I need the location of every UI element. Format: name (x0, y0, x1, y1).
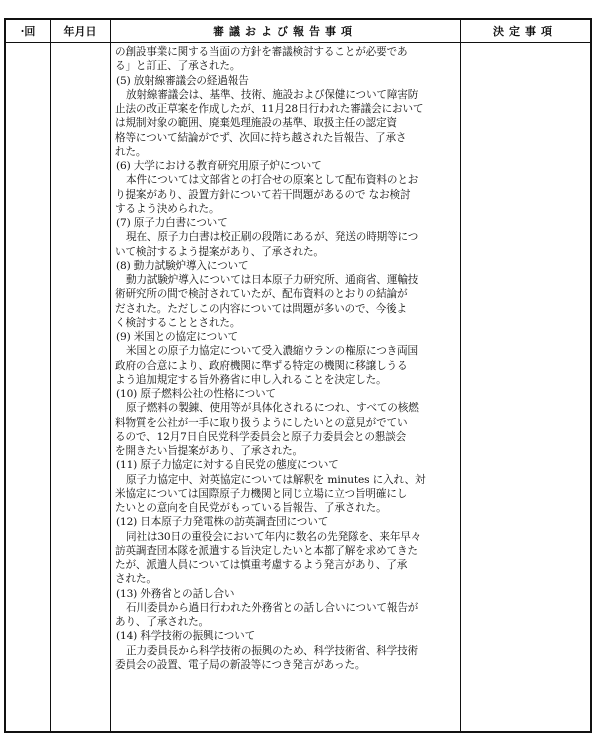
text-line: いて検討するよう提案があり、了承された。 (115, 245, 324, 258)
text-line: 現在、原子力白書は校正刷の段階にあるが、発送の時期等につ (126, 231, 419, 244)
text-line: の創設事業に関する当面の方針を審議検討することが必要であ (115, 46, 408, 58)
text-line: された。 (115, 573, 157, 586)
item-heading: (14) 科学技術の振興について (116, 630, 256, 643)
text-line: 術研究所の間で検討されていたが、配布資料のとおりの結論が (115, 288, 408, 301)
text-line: たが、派遣人員については慎重考慮するよう発言があり、了承 (115, 559, 408, 571)
text-line: るので、12月7日自民党科学委員会と原子力委員会との懇談会 (115, 430, 407, 443)
item-heading: (6) 大学における教育研究用原子炉について (116, 160, 322, 172)
header-date: 年月日 (63, 25, 97, 38)
text-line: 原子力協定中、対英協定については解釈を minutes に入れ、対 (126, 473, 426, 486)
item-heading: (11) 原子力協定に対する自民党の態度について (116, 459, 339, 472)
item-heading: (13) 外務省との話し合い (116, 587, 235, 600)
item-heading: (10) 原子燃料公社の性格について (116, 388, 276, 400)
text-line: る」と訂正、了承された。 (115, 60, 241, 73)
item-heading: (12) 日本原子力発電株の訪英調査団について (116, 516, 329, 529)
text-line: あり、了承された。 (115, 616, 209, 628)
header-decision: 決定事項 (493, 25, 557, 38)
text-line: 正力委員長から科学技術の振興のため、科学技術省、科学技術 (126, 644, 418, 657)
text-line: は規制対象の範囲、廃棄処理施設の基準、取扱主任の認定資 (115, 117, 397, 130)
text-line: を開きたい旨提案があり、了承された。 (115, 445, 303, 457)
text-line: 止法の改正草案を作成したが、11月28日行われた審議会において (115, 103, 424, 115)
text-line: 政府の合意により、政府機関に準ずる特定の機関に移譲しうる (115, 359, 408, 372)
text-line: よう追加規定する旨外務省に申し入れることを決定した。 (115, 373, 387, 386)
text-line: 石川委員から過日行われた外務省との話し合いについて報告が (126, 601, 419, 614)
text-line: だされた。ただしこの内容については問題が多いので、今後よ (115, 302, 407, 315)
item-heading: (7) 原子力白書について (116, 217, 228, 229)
text-line: く検討することとされた。 (115, 316, 241, 329)
header-content: 審議および報告事項 (213, 25, 357, 38)
text-line: 米協定については国際原子力機関と同じ立場に立つ旨明確にし (115, 487, 408, 500)
item-heading: (9) 米国との協定について (116, 331, 238, 343)
header-session: ·回 (20, 25, 36, 38)
text-line: れた。 (115, 145, 147, 158)
text-line: 同社は30日の重役会において年内に数名の先発隊を、来年早々 (126, 530, 422, 543)
item-heading: (8) 動力試験炉導入について (116, 259, 249, 272)
text-line: 動力試験炉導入については日本原子力研究所、通商省、運輸技 (126, 274, 419, 286)
text-line: り提案があり、設置方針について若干問題があるので なお検討 (115, 188, 411, 201)
column-divider (50, 20, 51, 731)
text-line: 米国との原子力協定について受入濃縮ウランの権原につき両国 (126, 345, 418, 358)
text-line: 料物質を公社が一手に取り扱うようにしたいとの意見がでてい (115, 416, 408, 429)
record-table (4, 18, 592, 733)
text-line: たいとの意向を自民党がもっている旨報告、了承された。 (115, 502, 387, 514)
text-line: 本件については文部省との打合せの原案として配布資料のとお (126, 174, 419, 187)
column-divider (110, 20, 111, 731)
text-line: 放射線審議会は、基準、技術、施設および保健について障害防 (126, 88, 419, 101)
text-line: 委員会の設置、電子局の新設等につき発言があった。 (115, 658, 366, 671)
text-line: するよう決められた。 (115, 202, 220, 215)
column-divider (460, 20, 461, 731)
text-line: 格等について結論がでず、次回に持ち越された旨報告、了承さ (115, 131, 407, 144)
text-line: 原子燃料の製錬、使用等が具体化されるにつれ、すべての核燃 (126, 402, 419, 415)
text-line: 訪英調査団本隊を派遣する旨決定したいと本都了解を求めてきた (115, 544, 418, 557)
minutes-body (114, 45, 456, 672)
header-divider (6, 42, 590, 43)
item-heading: (5) 放射線審議会の経過報告 (116, 74, 249, 87)
